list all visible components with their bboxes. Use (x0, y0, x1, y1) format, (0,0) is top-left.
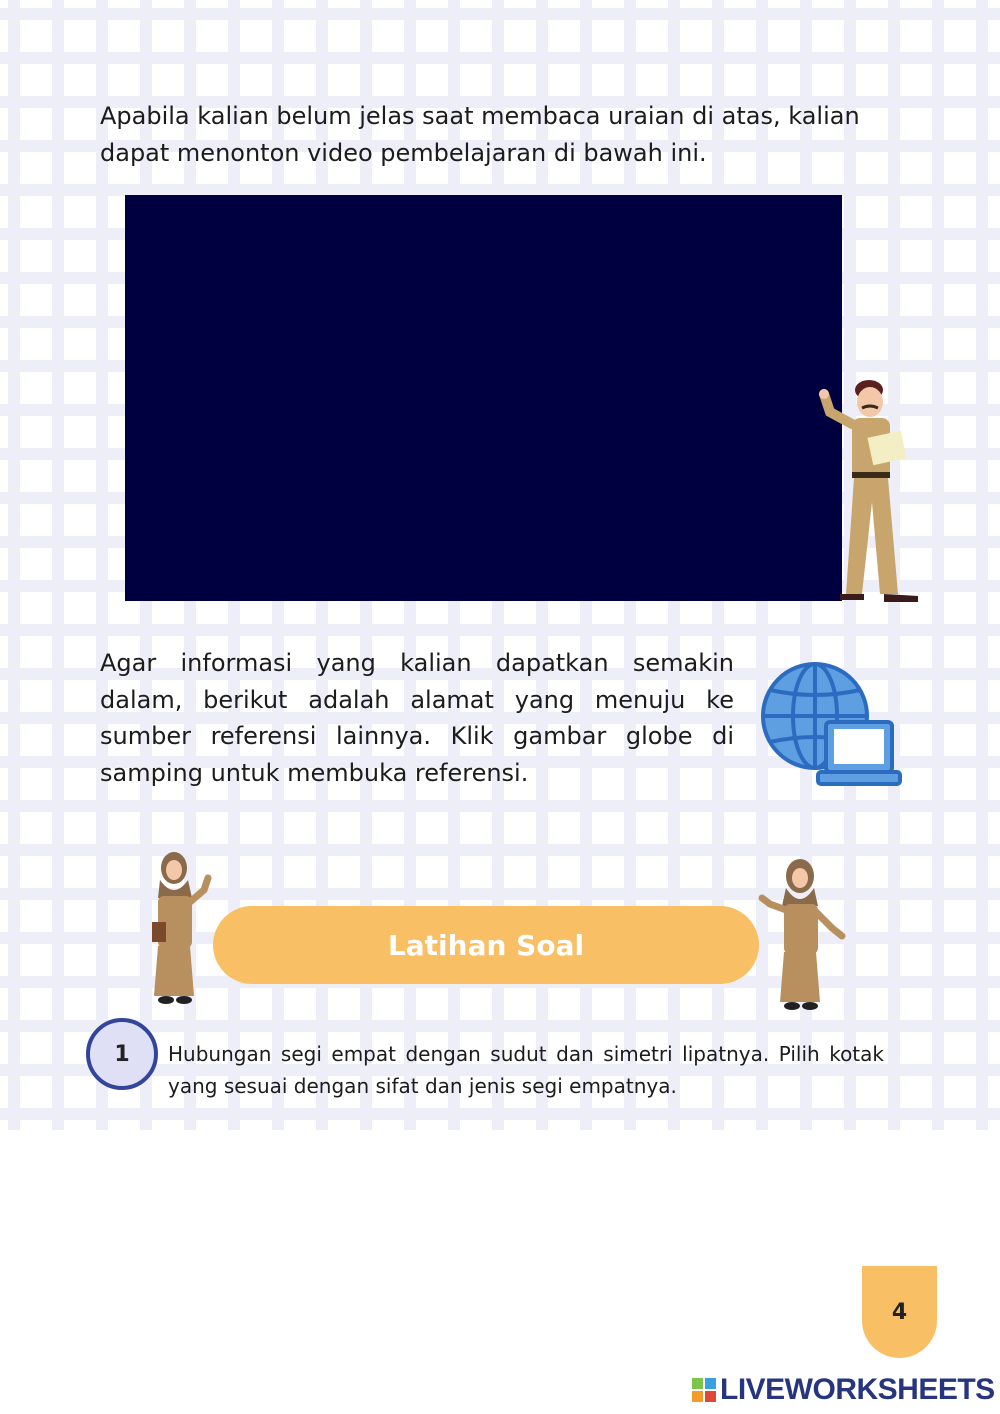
globe-computer-icon[interactable] (758, 660, 903, 790)
reference-paragraph: Agar informasi yang kalian dapatkan semakin dalam, berikut adalah alamat yang menuju ke sumber referensi lainnya. Klik gambar globe di samping untuk membuka referensi. (100, 649, 734, 787)
brand-text: LIVEWORKSHEETS (720, 1373, 995, 1406)
liveworksheets-brand (692, 1374, 995, 1406)
male-teacher-illustration (812, 372, 927, 604)
female-teacher-illustration-right (756, 856, 848, 1014)
female-teacher-illustration-left (148, 850, 216, 1006)
question-number-badge: 1 (86, 1018, 158, 1090)
video-embed[interactable] (125, 195, 842, 601)
section-title: Latihan Soal (387, 928, 585, 962)
question-text: Hubungan segi empat dengan sudut dan simetri lipatnya. Pilih kotak yang sesuai dengan sifat dan jenis segi empatnya. (168, 1042, 884, 1098)
page-number: 4 (862, 1266, 937, 1358)
intro-paragraph: Apabila kalian belum jelas saat membaca uraian di atas, kalian dapat menonton video pembelajaran di bawah ini. (100, 102, 860, 167)
section-title-banner (213, 906, 759, 984)
liveworksheets-logo-icon (692, 1378, 716, 1402)
